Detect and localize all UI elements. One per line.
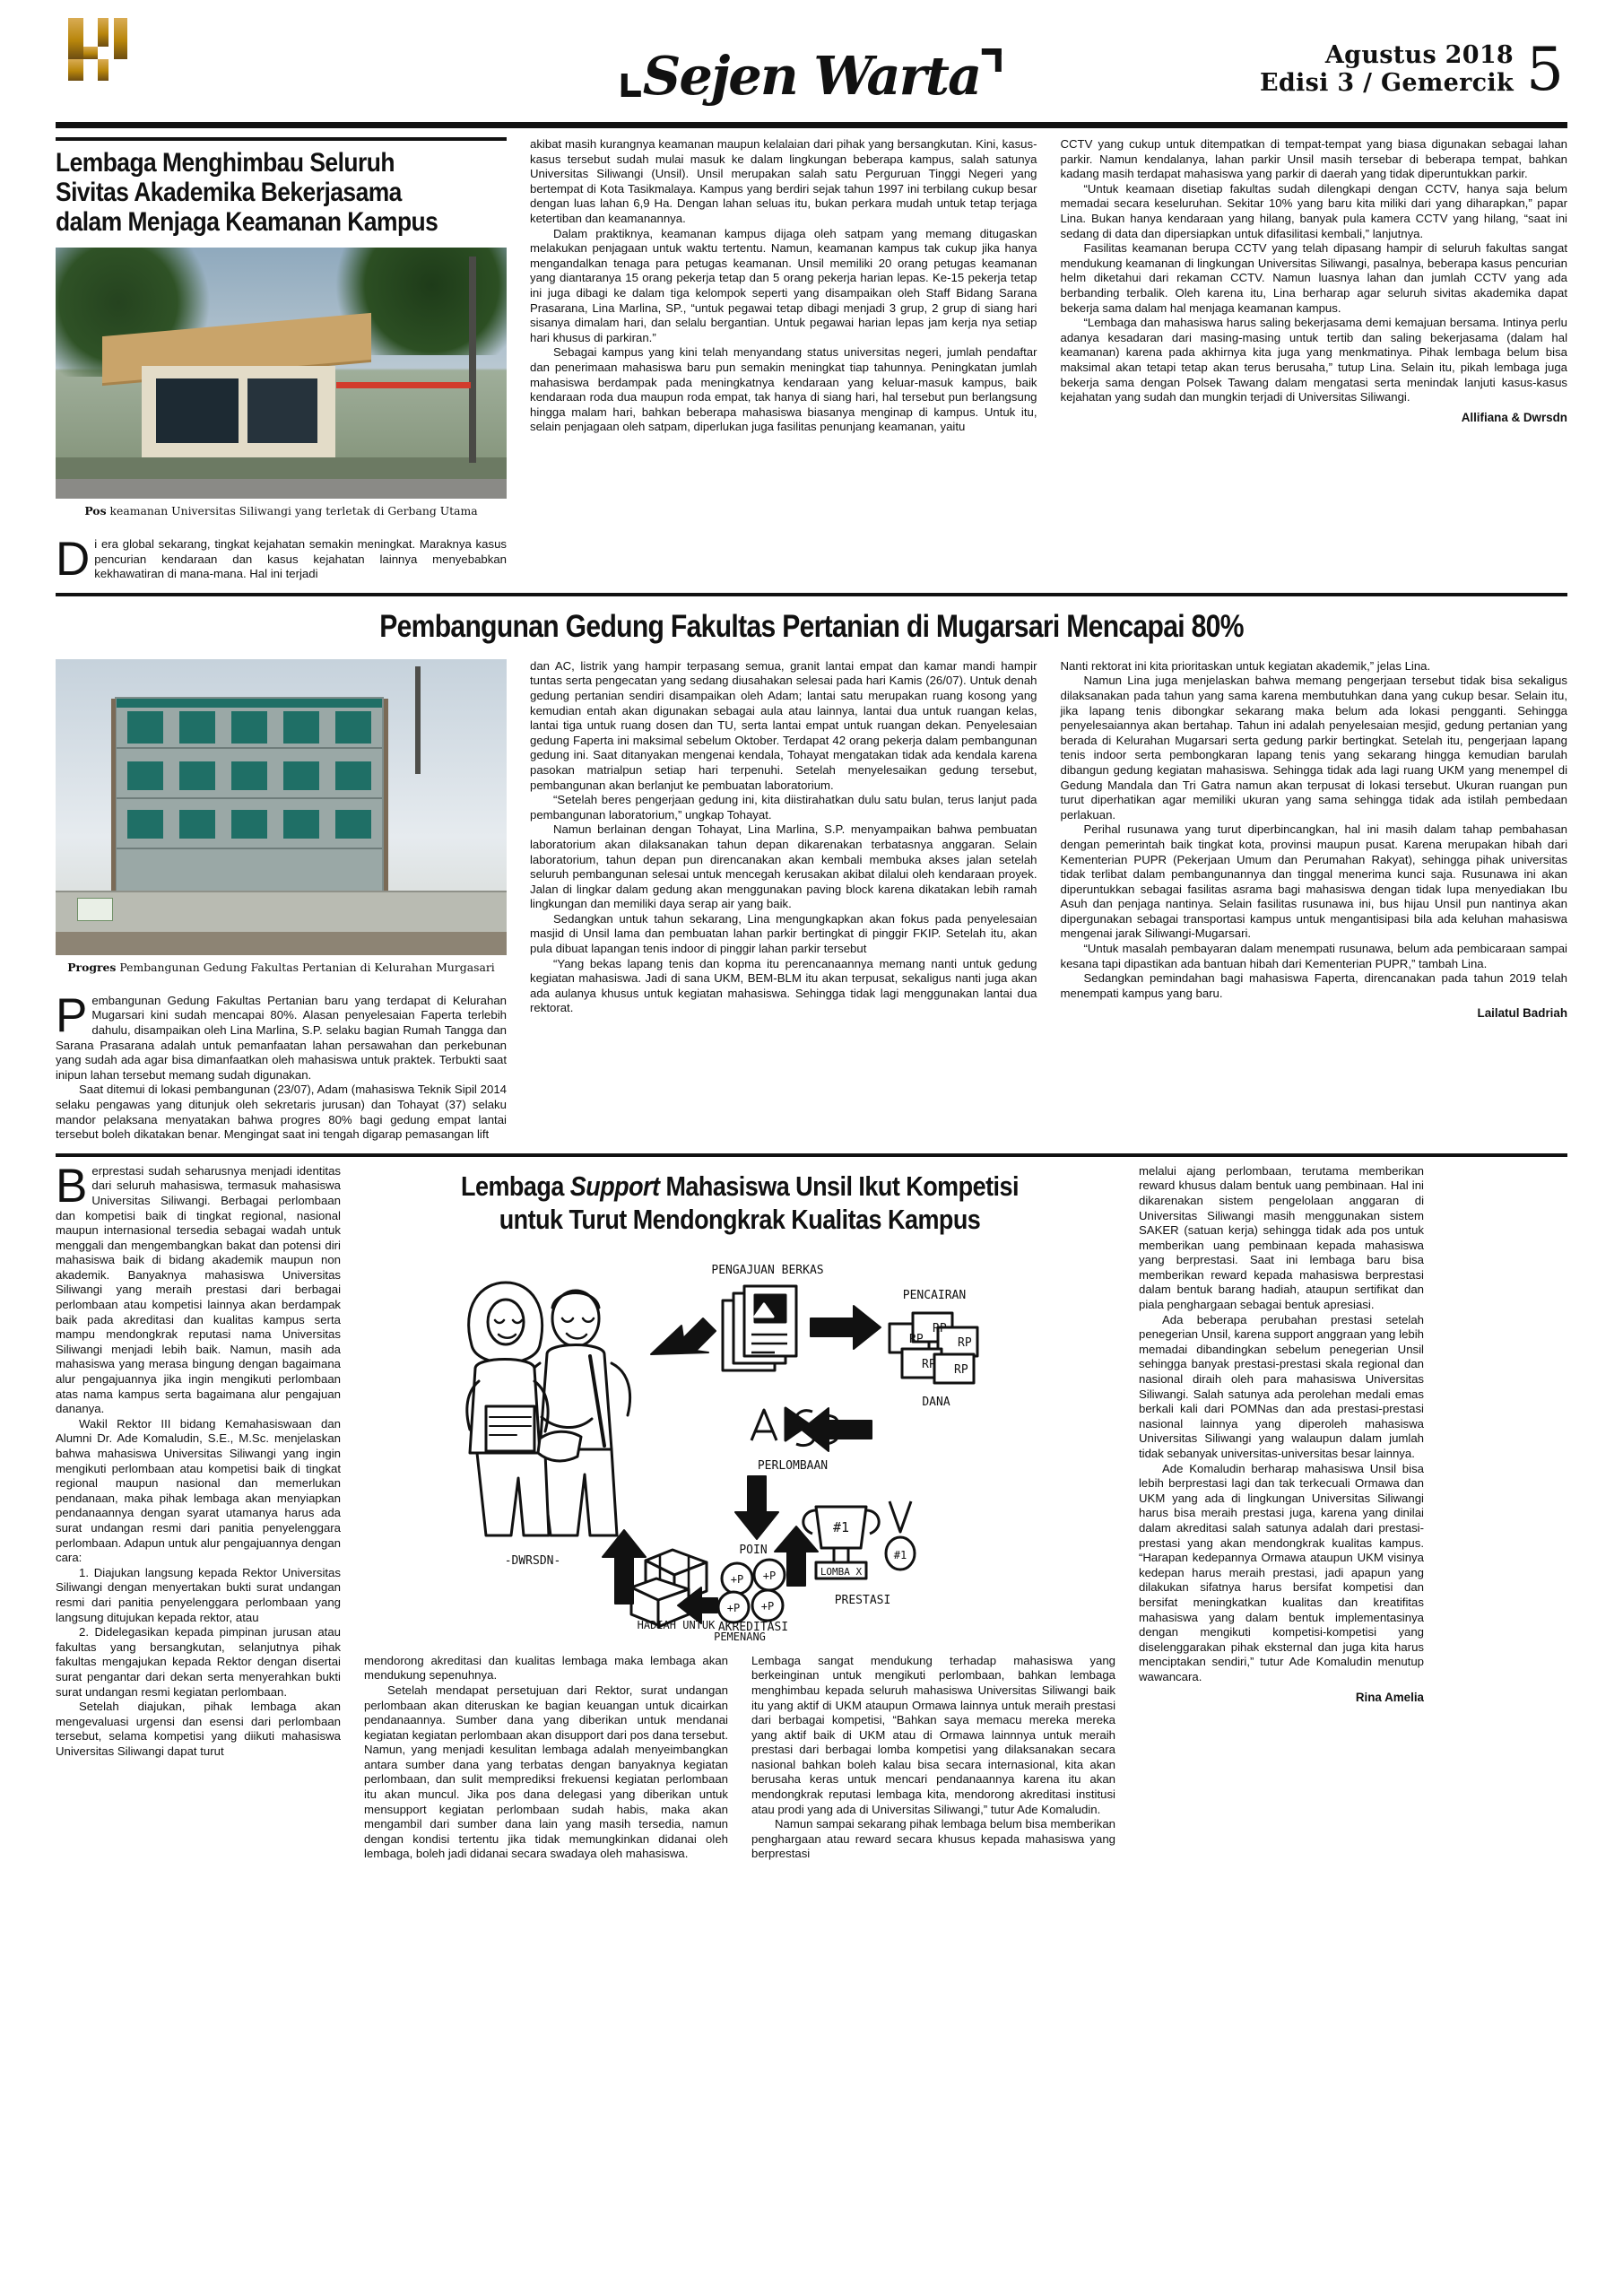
article1-column-3 (1061, 137, 1568, 582)
illustration-label-prestasi: PRESTASI (834, 1593, 891, 1607)
illustration-medal-label: #1 (893, 1548, 907, 1561)
svg-text:RP: RP (909, 1332, 924, 1346)
article1-column-1 (56, 137, 507, 586)
article3-headline-part1: Lembaga (461, 1170, 570, 1202)
article3-headline (412, 1170, 1066, 1236)
illustration-label-pencairan: PENCAIRAN (902, 1288, 967, 1302)
article2-col2-p5: “Yang bekas lapang tenis dan kopma itu perencanaannya memang nanti untuk gedung kegiatan mahasiswa. Jadi di sana UKM, BEM-BLM itu akan terpusat, sekaligus nanti juga akan ada aulanya khusus untuk kegiatan mahasiswa. Sehingga tidak lagi menggunakan lantai dua rektorat. (530, 956, 1037, 1015)
article2-col2-p1: dan AC, listrik yang hampir terpasang semua, granit lantai empat dan kamar mandi hampir tuntas serta pengecatan yang sedang diusahakan selesai pada hari Kamis (26/07). Untuk denah gedung pertanian sendiri disampaikan oleh Adam; lantai satu merupakan ruang kosong yang kemudian entah akan digunakan sebagai aula atau lainnya, lantai dua untuk ruangan kelas, lantai tiga untuk ruang dosen dan TU, serta lantai empat untuk ruangan dekan. Penyelesaian gedung Faperta ini maksimal sebelum Oktober. Terdapat 42 orang pekerja dalam pembangunan gedung ini. Saat ditanyakan mengenai kendala, Tohayat mengatakan tidak ada kendala karena pasokan matrialpun setiap hari terpenuhi. Setelah menyelesaikan gedung tersebut, pembangunan akan berlanjut ke pembuatan laboratorium. (530, 658, 1037, 792)
article2-col2-p4: Sedangkan untuk tahun sekarang, Lina mengungkapkan akan fokus pada penyelesaian masjid di Unsil lama dan pembuatan lahan parkir bertingkat di pinggir FKIP. Setelah itu, akan pula dibuat lapangan tenis indoor di pinggir lahan parkir tersebut (530, 911, 1037, 956)
article1-column-2 (530, 137, 1037, 582)
article1-col3-p2: “Untuk keamaan disetiap fakultas sudah dilengkapi dengan CCTV, hanya saja belum memadai secara keseluruhan. Sekitar 10% yang baru kita miliki dari yang diharapkan,” papar Lina. Bukan hanya kendaraan yang hilang, banyak pula kamera CCTV yang hilang, “saat ini sedang di data dan dipersiapkan untuk difasilitasi kembali,” lanjutnya. (1060, 181, 1567, 240)
article2-caption-text: Pembangunan Gedung Fakultas Pertanian di Kelurahan Murgasari (116, 960, 495, 974)
issue-edition: Edisi 3 / Gemercik (1259, 69, 1514, 97)
article3-center-block (364, 1164, 1115, 1862)
article3-col1-p2: Wakil Rektor III bidang Kemahasiswaan dan Alumni Dr. Ade Komaludin, S.E., M.Sc. menjelaskan bahwa mahasiswa Universitas Siliwangi yang ingin mengikuti perlombaan atau kompetisi baik di tingkat regional maupun nasional dan memerlukan pendanaan, maka pihak lembaga akan menyiapkan pendanaannya dengan syarat utamanya harus ada surat undangan resmi dari panitia penyelenggara perlombaan. Adapun untuk alur pengajuannya dengan cara: (56, 1416, 341, 1565)
article1-col3-p3: Fasilitas keamanan berupa CCTV yang telah dipasang hampir di seluruh fakultas sangat mendukung keamanan di lingkungan Universitas Siliwangi, pasalnya, beberapa kasus pencurian helm diketahui dari rekaman CCTV. Namun luasnya lahan dan jumlah CCTV yang ada berbanding terbalik. Oleh karena itu, Lina berharap agar seluruh sivitas akademika dapat bekerja sama dalam hal menjaga keamanan kampus. (1060, 241, 1567, 315)
article1-headline: Lembaga Menghimbau Seluruh Sivitas Akademika Bekerjasama dalam Menjaga Keamanan Kampus (56, 148, 438, 237)
article2-caption-lead: Progres (67, 960, 117, 974)
illustration-label-hadiah-2: PEMENANG (714, 1630, 766, 1643)
article3-illustration (364, 1248, 1115, 1634)
article1-col1-p1: Di era global sekarang, tingkat kejahatan semakin meningkat. Maraknya kasus pencurian kendaraan dan kasus kejahatan lainnya menyebabkan kekhawatiran di mana-mana. Hal ini terjadi (56, 533, 507, 586)
svg-text:+P: +P (762, 1569, 777, 1582)
nameplate (621, 45, 1002, 107)
article3-col4-p3: Ade Komaludin berharap mahasiswa Unsil bisa lebih berprestasi lagi dan tak terkecuali Ormawa dan UKM yang ada di lingkungan Universitas Siliwangi harus bisa meraih prestasi juga, karena yang dinilai dalam akreditasi salah satunya adalah dari prestasi-prestasi yang akan mendongkrak kualitas kampus. “Harapan kedepannya Ormawa ataupun UKM visinya kedepan harus meraih prestasi, jadi apapun yang dilakukan sifatnya harus bersifat kompetisi dan bersifat meningkatkan kualitas dan kreatifitas mahasiswa yang dalam bentuk implementasinya dengan mengikuti kompetisi-kompetisi yang diselenggarakan pihak eksternal dan juga kita harus menciptakan sendiri,” tutur Ade Komaludin menutup wawancara. (1139, 1461, 1424, 1683)
article3-col1-p1: Berprestasi sudah seharusnya menjadi identitas dari seluruh mahasiswa, termasuk mahasiswa Universitas Siliwangi. Berbagai perlombaan dan kompetisi baik di tingkat regional, nasional maupun internasional tersedia sebagai wadah untuk menggali dan mengembangkan bakat dan potensi diri mahasiswa baik di bidang akademik maupun non akademik. Banyaknya mahasiswa Universitas Siliwangi yang meraih prestasi dari berbagai perlombaan atau kompetisi lainnya akan berdampak baik pada akreditasi dan kualitas kampus serta mampu mendongkrak reputasi nama Universitas Siliwangi menjadi lebih baik. Namun, masih ada mahasiswa yang merasa bingung dengan bagaimana alur pengajuannya jika ingin mengikuti perlombaan atas nama kampus serta bagaimana alur pengajuan dananya. (56, 1159, 341, 1416)
article2-col3-p3: Perihal rusunawa yang turut diperbincangkan, hal ini masih dalam tahap pembahasan dengan pemerintah baik tingkat kota, provinsi maupun pusat. Karena merupakan hibah dari Kementerian PUPR (Pekerjaan Umum dan Perumahan Rakyat), sehingga pihak universitas tidak terlibat dalam pembangunannya dan tinggal menerima kunci saja. Rusunawa ini akan diperuntukkan sebagai fasilitas asrama bagi mahasiswa dengan tidak lupa menyediakan Ibu Asuh dan penjaga nantinya. Selain fasilitas rusunawa ini, bus hijau Unsil pun nantinya akan dipergunakan sebagai transportasi kampus untuk mengantisipasi bila ada keluhan mahasiswa mengenai jarak Siliwangi-Mugarsari. (1060, 822, 1567, 941)
article2-col3-p4: “Untuk masalah pembayaran dalam menempati rusunawa, belum ada pembicaraan sampai kesana tapi dipastikan ada bantuan hibah dari Kementerian PUPR,” tambah Lina. (1060, 942, 1567, 970)
article2-bottom-rule (56, 1153, 1567, 1157)
svg-text:+P: +P (730, 1572, 744, 1586)
article1-headline-rule (56, 137, 507, 141)
article3-col2-p1: mendorong akreditasi dan kualitas lembaga maka lembaga akan mendukung sepenuhnya. (364, 1653, 728, 1683)
svg-text:+P: +P (760, 1599, 775, 1613)
article2-col1-p1: Pembangunan Gedung Fakultas Pertanian baru yang terdapat di Kelurahan Mugarsari kini sudah mencapai 80%. Alasan penyelesaian Faperta terlebih dahulu, disampaikan oleh Lina Marlina, S.P. selaku bagian Rumah Tangga dan Sarana Prasarana adalah untuk pemanfaatan lahan persawahan dan perkebunan yang sudah ada agar bisa dimanfaatkan oleh mahasiswa untuk praktek. Terbukti saat inipun lahan tersebut memang sudah digunakan. (56, 988, 507, 1082)
illustration-label-poin: POIN (739, 1543, 768, 1557)
article1-col3-p1: CCTV yang cukup untuk ditempatkan di tempat-tempat yang biasa digunakan sebagai lahan parkir. Namun kendalanya, lahan parkir Unsil masih tersebar di beberapa tempat, bahkan kadang masih terdapat mahasiswa yang parkir di daerah yang tidak diperuntukkan parkir. (1060, 137, 1567, 181)
article3-column-3 (751, 1654, 1115, 1862)
article2-column-2 (530, 659, 1037, 1143)
article3-column-1 (56, 1159, 341, 1760)
illustration-trophy-base-label: LOMBA X (820, 1565, 863, 1578)
article3-column-4 (1139, 1164, 1424, 1704)
article1-bottom-rule (56, 593, 1567, 596)
illustration-label-perlombaan: PERLOMBAAN (757, 1458, 829, 1473)
issue-date: Agustus 2018 (1324, 41, 1514, 69)
article3-headline-line2: untuk Turut Mendongkrak Kualitas Kampus (499, 1203, 981, 1235)
article3-byline: Rina Amelia (1355, 1690, 1424, 1704)
article2-column-3 (1061, 659, 1568, 1143)
illustration-label-hadiah-1: HADIAH UNTUK (637, 1618, 716, 1631)
article1-col2-p3: Sebagai kampus yang kini telah menyandang status universitas negeri, jumlah pendaftar dan penerimaan mahasiswa baru pun semakin meningkat tiap tahunnya. Peningkatan jumlah mahasiswa berdampak pada meningkatnya kendaraan yang keluar-masuk kampus, baik kendaraan roda dua maupun roda empat, tak hanya di siang hari, hal tersebut pun berlangsung hingga malam hari, bahkan beberapa mahasiswa biasanya menginap di kampus. Untuk itu, selain penjagaan oleh satpam, diperlukan juga fasilitas penunjang keamanan, yaitu (530, 345, 1037, 434)
article3-col1-p3: 1. Diajukan langsung kepada Rektor Universitas Siliwangi dengan menyertakan bukti surat undangan resmi dari panitia penyelenggara perlombaan yang langsung ditujukan kepada rektor, atau (56, 1565, 341, 1624)
article1-caption-lead: Pos (84, 504, 107, 517)
article1-col3-p4: “Lembaga dan mahasiswa harus saling bekerjasama demi kemajuan bersama. Intinya perlu adanya kesadaran dari masing-masing untuk tertib dan saling bekerjasama (dalam hal keamanan) karena pada akhirnya kita juga yang menkmatinya. Pihak lembaga belum bisa maksimal akan tetapi tetap akan terus berusaha,” tutup Lina. Selain itu, pikah lembaga juga bekerja sama dengan Polsek Tawang dalam mengatasi serta menindak lanjuti kasus-kasus kejahatan yang sudah dan mungkin terjadi di Universitas Siliwangi. (1060, 316, 1567, 404)
article2-col1-p2: Saat ditemui di lokasi pembangunan (23/07), Adam (mahasiswa Teknik Sipil 2014 selaku pengawas yang ditunjuk oleh sekretaris jurusan) dan Tohayat (37) selaku mandor pelaksana menyatakan bahwa progres 80% bagi gedung empat lantai tersebut boleh dikatakan benar. Mengingat saat ini tengah digarap pemasangan lift (56, 1083, 507, 1142)
article2-headline: Pembangunan Gedung Fakultas Pertanian di Mugarsari Mencapai 80% (379, 608, 1244, 644)
article1-caption-text: keamanan Universitas Siliwangi yang terletak di Gerbang Utama (106, 504, 478, 517)
article3-col1-p4: 2. Didelegasikan kepada pimpinan jurusan atau fakultas yang bersangkutan, selanjutnya pihak fakultas mengajukan kepada Rektor dengan disertai surat pengantar dari dekan serta menyerahkan bukti surat undangan resmi kegiatan perlombaan. (56, 1625, 341, 1699)
page-number: 5 (1526, 34, 1564, 104)
bracket-left-icon (621, 48, 641, 97)
illustration-label-dana: DANA (922, 1395, 950, 1409)
article2-photo (56, 659, 507, 955)
article-gedung-faperta (56, 609, 1567, 1143)
article1-photo-caption (56, 504, 507, 517)
article2-column-1 (56, 659, 507, 1143)
svg-text:+P: +P (726, 1601, 741, 1614)
issue-info (1259, 34, 1564, 104)
article1-byline: Allifiana & Dwrsdn (1461, 410, 1567, 424)
article1-col2-p1: akibat masih kurangnya keamanan maupun kelalaian dari pihak yang bersangkutan. Kini, kasus-kasus tersebut sudah mulai masuk ke dalam lingkungan beberapa kampus, salah satunya Universitas Siliwangi (Unsil). Unsil merupakan salah satu Perguruan Tinggi Negeri yang bertempat di Kota Tasikmalaya. Kampus yang berdiri sejak tahun 1997 ini terbilang cukup besar dengan luas lahan 6,9 Ha. Dengan lahan seluas itu, bukan perkara mudah untuk tetap terjaga ketertiban dan keamanannya. (530, 137, 1037, 225)
article2-col3-p5: Sedangkan pemindahan bagi mahasiswa Faperta, direncanakan pada tahun 2019 telah menempati kampus yang baru. (1060, 971, 1567, 1000)
article3-col3-p1: Lembaga sangat mendukung terhadap mahasiswa yang berkeinginan untuk mengikuti perlombaan, bahkan lembaga menghimbau kepada seluruh mahasiswa Universitas Siliwangi baik itu yang aktif di UKM ataupun Ormawa lainnya untuk meraih prestasi dari berbagai kompetisi, “Bahkan saya memacu mereka mereka yang aktif baik di UKM atau di Ormawa lainnnya untuk meraih prestasi dari berbagai lomba kompetisi yang dilaksanakan secara nasional bahkan boleh kalau bisa secara internasional, kita akan berusaha keras untuk mencari pendanaannya karena itu akan mendongkrak reputasi lembaga kita, mendorong akreditasi institusi atau prodi yang ada di Universitas Siliwangi,” tutur Ade Komaludin. (751, 1653, 1115, 1816)
article1-photo (56, 248, 507, 499)
article2-photo-caption (56, 961, 507, 974)
article3-col1-p5: Setelah diajukan, pihak lembaga akan mengevaluasi urgensi dan esensi dari perlombaan tersebut, selama kompetisi yang diikuti mahasiswa Universitas Siliwangi dapat turut (56, 1700, 341, 1758)
illustration-label-dwrsdn: -DWRSDN- (504, 1553, 561, 1568)
svg-text:RP: RP (933, 1321, 947, 1335)
svg-text:RP: RP (954, 1362, 968, 1377)
unsil-logo (65, 16, 140, 83)
masthead (56, 0, 1567, 117)
illustration-label-pengajuan-berkas: PENGAJUAN BERKAS (711, 1263, 824, 1277)
article-lembaga-support (56, 1159, 1567, 1862)
illustration-label-akreditasi: AKREDITASI (717, 1620, 789, 1634)
illustration-trophy-label: #1 (832, 1518, 850, 1535)
article3-col2-p2: Setelah mendapat persetujuan dari Rektor, surat undangan perlombaan akan diteruskan ke bagian keuangan untuk dicairkan pendanaannya. Sumber dana yang diberikan untuk mendanai kegiatan kegiatan perlombaan akan disupport dari pos dana tersebut. Namun, yang menjadi kesulitan lembaga adalah menyeimbangkan antara sumber dana yang terbatas dengan banyaknya kegiatan perlombaan, dan sulit memprediksi frekuensi kegiatan perlombaan itu akan muncul. Jika pos dana delegasi yang diberikan untuk mensupport kegiatan perlombaan sudah habis, maka akan mengambil dari sumber dana lain yang masih tersedia, namun dengan kondisi tertentu jika tidak memungkinkan didanai oleh lembaga, boleh jadi didanai secara swadaya oleh mahasiswa. (364, 1683, 728, 1861)
article2-col2-p2: “Setelah beres pengerjaan gedung ini, kita diistirahatkan dulu satu bulan, terus lanjut pada pembangunan laboratorium,” ungkap Tohayat. (530, 793, 1037, 822)
article3-col3-p2: Namun sampai sekarang pihak lembaga belum bisa memberikan penghargaan atau reward secara khusus kepada mahasiswa yang berprestasi (751, 1817, 1115, 1861)
article3-headline-part2: Mahasiswa Unsil Ikut Kompetisi (659, 1170, 1019, 1202)
article2-byline: Lailatul Badriah (1477, 1006, 1567, 1021)
article-keamanan-kampus (56, 137, 1567, 586)
nameplate-title: Sejen Warta (642, 45, 981, 107)
svg-text:RP: RP (922, 1357, 936, 1371)
article3-column-2 (364, 1654, 728, 1862)
masthead-rule (56, 122, 1567, 128)
article3-col4-p1: melalui ajang perlombaan, terutama memberikan reward khusus dalam bentuk uang pembinaan. Hal ini dikarenakan sistem pengelolaan anggaran di Universitas Siliwangi masih menggunakan sistem SAKER (satuan kerja) sehingga tidak ada pos untuk memberikan uang pembinaan kepada mahasiswa yang berprestasi. Saat ini lembaga baru bisa memberikan reward kepada mahasiswa berprestasi dalam bentuk barang hadiah, ataupun sertifikat dan piala penghargaan sebagai bentuk apresiasi. (1139, 1163, 1424, 1312)
article1-col2-p2: Dalam praktiknya, keamanan kampus dijaga oleh satpam yang memang ditugaskan melakukan penjagaan untuk waktu tertentu. Namun, keamanan kampus tak cukup jika hanya mengandalkan tenaga para petugas keamanan. Unsil memiliki 20 orang petugas keamanan yang diantaranya 15 orang pekerja tetap dan 5 orang pekerja harian lepas. Ke-15 pekerja tetap ini juga dibagi ke dalam tiga kelompok seperti yang disampaikan oleh Staff Bidang Sarana Prasarana, Lina Marlina, SP., “untuk pegawai tetap dibagi menjadi 3 grup, 2 grup di siang hari sisanya dimalam hari, dan selalu bergantian. Untuk pegawai harian lepas jam kerja nya setiap hari khusus di parkiran.” (530, 226, 1037, 344)
article3-col4-p2: Ada beberapa perubahan prestasi setelah penegerian Unsil, karena support anggraan yang lebih memadai dibandingkan sebelum penegerian Unsil sehingga banyak prestasi-prestasi skala regional dan nasional diraih oleh para mahasiswa Universitas Siliwangi. Salah satunya ada perolehan medali emas berkali kali dari POMNas dan ada prestasi-prestasi nasional lainnya yang diperoleh mahasiswa Universitas Siliwangi yang walaupun dalam jumlah tidak sebanyak universitas-universitas besar lainnya. (1139, 1312, 1424, 1460)
article3-headline-emphasis: Support (569, 1170, 660, 1202)
article2-col3-p2: Namun Lina juga menjelaskan bahwa memang pengerjaan tersebut tidak bisa sekaligus dilaksanakan pada tahun yang sama karena membutuhkan dana yang cukup besar. Selain itu, jika lapang tenis dibongkar sekarang maka belum ada lokasi pengganti. Sehingga penyelesaiannya akan bertahap. Tahun ini adalah penyelesaian mesjid, gedung pertanian yang berada di Kelurahan Mugarsari serta gedung parkir bertingkat. Setelah itu, pengerjaan lapang tenis indoor serta pembongkaran lapang tenis yang sekarang hingga kemudian barulah dibangun gedung kegiatan mahasiswa. Sehingga tidak ada lagi ruang UKM yang menempel di Gedung Mandala dan Tri Gatra namun akan terpusat di lokasi tersebut. Ukuran ruangan pun turut diperhatikan agar memiliki ukuran yang sama sehingga tidak ada istilah pembedaan perlakuan. (1060, 674, 1567, 822)
bracket-right-icon (982, 48, 1002, 97)
article2-col2-p3: Namun berlainan dengan Tohayat, Lina Marlina, S.P. menyampaikan bahwa pembuatan laboratorium akan dilaksanakan tahun depan dikarenakan terbatasnya anggaran. Selain laboratorium, tahun depan pun direncanakan akan kembali membuka akses jalan setelah seluruh pembangunan selesai untuk mencegah kerusakan akibat dilalui oleh kendaraan proyek. Jalan di lingkar dalam gedung akan menggunakan paving block karena dikatakan lebih ramah lingkungan dan memiliki daya serap air yang baik. (530, 822, 1037, 911)
article2-col3-p1: Nanti rektorat ini kita prioritaskan untuk kegiatan akademik,” jelas Lina. (1060, 658, 1431, 673)
svg-text:RP: RP (958, 1335, 972, 1350)
